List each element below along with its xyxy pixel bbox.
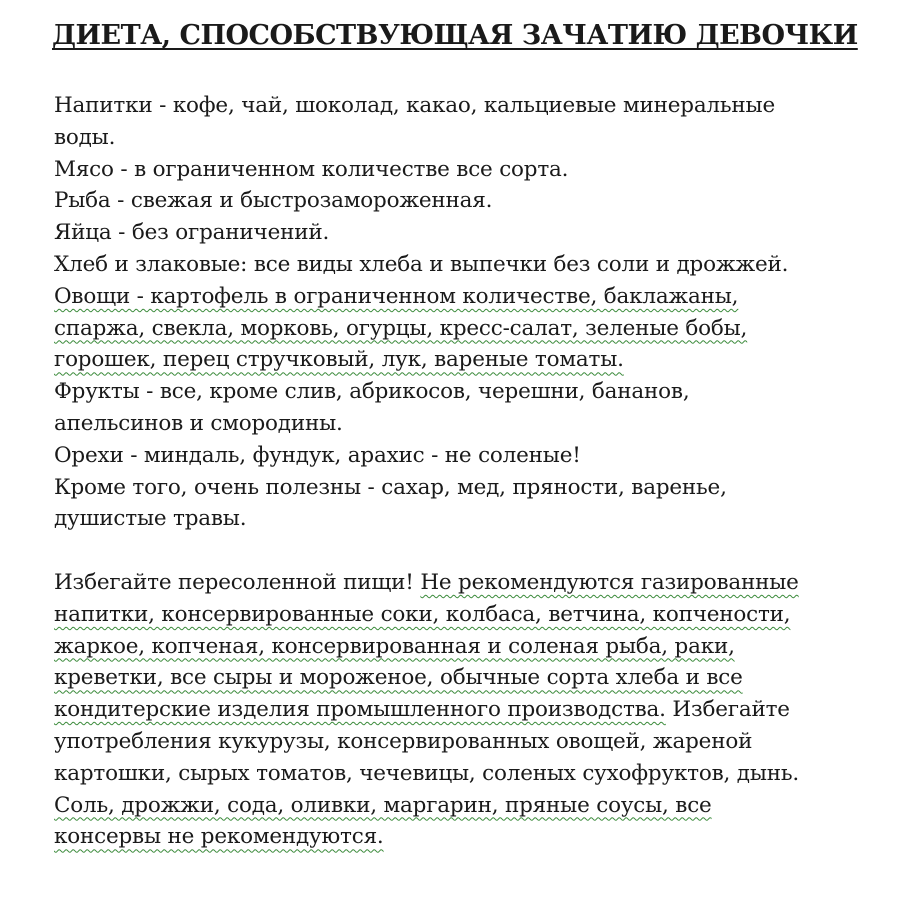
text-line: Мясо - в ограниченном количестве все сорта. [54,156,569,182]
text-line: употребления кукурузы, консервированных овощей, жареной [54,728,753,754]
text-line: Орехи - миндаль, фундук, арахис - не соленые! [54,442,581,468]
spellcheck-marked-text: консервы не рекомендуются. [54,824,384,850]
text-line: душистые травы. [54,506,247,532]
text-line-spellcheck [54,662,874,694]
text-line: Кроме того, очень полезны - сахар, мед, пряности, варенье, [54,474,727,500]
text-line: воды. [54,124,116,150]
spellcheck-marked-text: напитки, консервированные соки, колбаса, ветчина, копчености, [54,601,791,627]
text-line: Рыба - свежая и быстрозамороженная. [54,188,493,214]
document-title: ДИЕТА, СПОСОБСТВУЮЩАЯ ЗАЧАТИЮ ДЕВОЧКИ [52,20,858,51]
plain-text: Избегайте [665,697,790,723]
text-line: картошки, сырых томатов, чечевицы, соленых сухофруктов, дынь. [54,760,800,786]
spellcheck-marked-text: жаркое, копченая, консервированная и соленая рыба, раки, [54,633,735,659]
text-line-spellcheck [54,281,874,313]
text-line: апельсинов и смородины. [54,410,343,436]
spellcheck-marked-text: спаржа, свекла, морковь, огурцы, кресс-салат, зеленые бобы, [54,315,748,341]
text-line [54,567,874,599]
text-line: Хлеб и злаковые: все виды хлеба и выпечки без соли и дрожжей. [54,251,789,277]
spellcheck-marked-text: креветки, все сыры и мороженое, обычные сорта хлеба и все [54,665,743,691]
text-line-spellcheck [54,790,874,822]
text-line: Фрукты - все, кроме слив, абрикосов, черешни, бананов, [54,379,690,405]
text-line-spellcheck [54,344,874,376]
plain-text: Избегайте пересоленной пищи! [54,569,421,595]
spellcheck-marked-text: Овощи - картофель в ограниченном количестве, баклажаны, [54,283,739,309]
diet-recommendations-paragraph [54,90,874,535]
spellcheck-marked-text: Соль, дрожжи, сода, оливки, маргарин, пряные соусы, все [54,792,712,818]
spellcheck-marked-text: кондитерские изделия промышленного производства. [54,697,666,723]
text-line-spellcheck [54,631,874,663]
text-line-spellcheck [54,313,874,345]
text-line-spellcheck [54,599,874,631]
text-line: Яйца - без ограничений. [54,220,330,246]
spellcheck-marked-text: Не рекомендуются газированные [420,569,799,595]
spellcheck-marked-text: горошек, перец стручковый, лук, вареные томаты. [54,347,624,373]
paragraph-gap [54,535,874,567]
text-line-spellcheck [54,821,874,853]
text-line: Напитки - кофе, чай, шоколад, какао, кальциевые минеральные [54,93,775,118]
diet-restrictions-paragraph [54,567,874,853]
document-body [54,90,874,853]
text-line [54,694,874,726]
